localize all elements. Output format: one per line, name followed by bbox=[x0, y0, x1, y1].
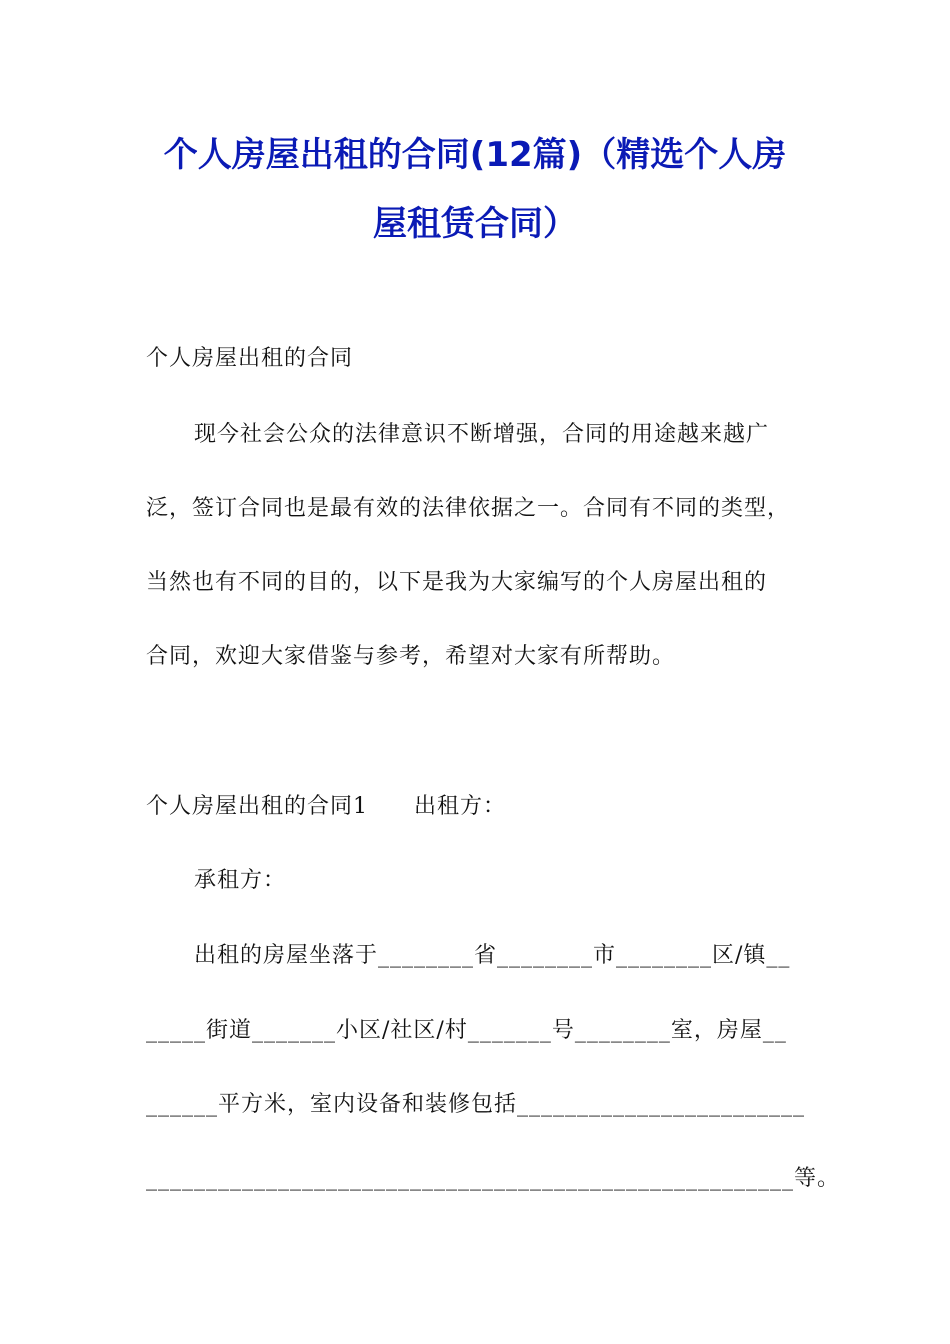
contract-1-tenant-line: 承租方： bbox=[194, 868, 287, 893]
intro-paragraph-line: 泛，签订合同也是最有效的法律依据之一。合同有不同的类型， bbox=[146, 496, 791, 521]
property-location-line: ______________________________________________________等。 bbox=[146, 1166, 841, 1191]
document-title-line-2: 屋租赁合同） bbox=[373, 204, 577, 244]
document-title-line-1: 个人房屋出租的合同(12篇)（精选个人房 bbox=[163, 135, 787, 175]
property-location-line: _____街道_______小区/社区/村_______号________室，房屋__ bbox=[146, 1018, 787, 1043]
property-location-line: ______平方米，室内设备和装修包括________________________ bbox=[146, 1092, 806, 1117]
intro-paragraph-line: 现今社会公众的法律意识不断增强，合同的用途越来越广 bbox=[194, 422, 770, 447]
property-location-line: 出租的房屋坐落于________省________市________区/镇__ bbox=[194, 943, 791, 968]
section-heading: 个人房屋出租的合同 bbox=[146, 346, 354, 371]
intro-paragraph-line: 合同，欢迎大家借鉴与参考，希望对大家有所帮助。 bbox=[146, 644, 676, 669]
contract-1-lessor-line: 个人房屋出租的合同1 出租方： bbox=[146, 794, 506, 819]
intro-paragraph-line: 当然也有不同的目的，以下是我为大家编写的个人房屋出租的 bbox=[146, 570, 768, 595]
